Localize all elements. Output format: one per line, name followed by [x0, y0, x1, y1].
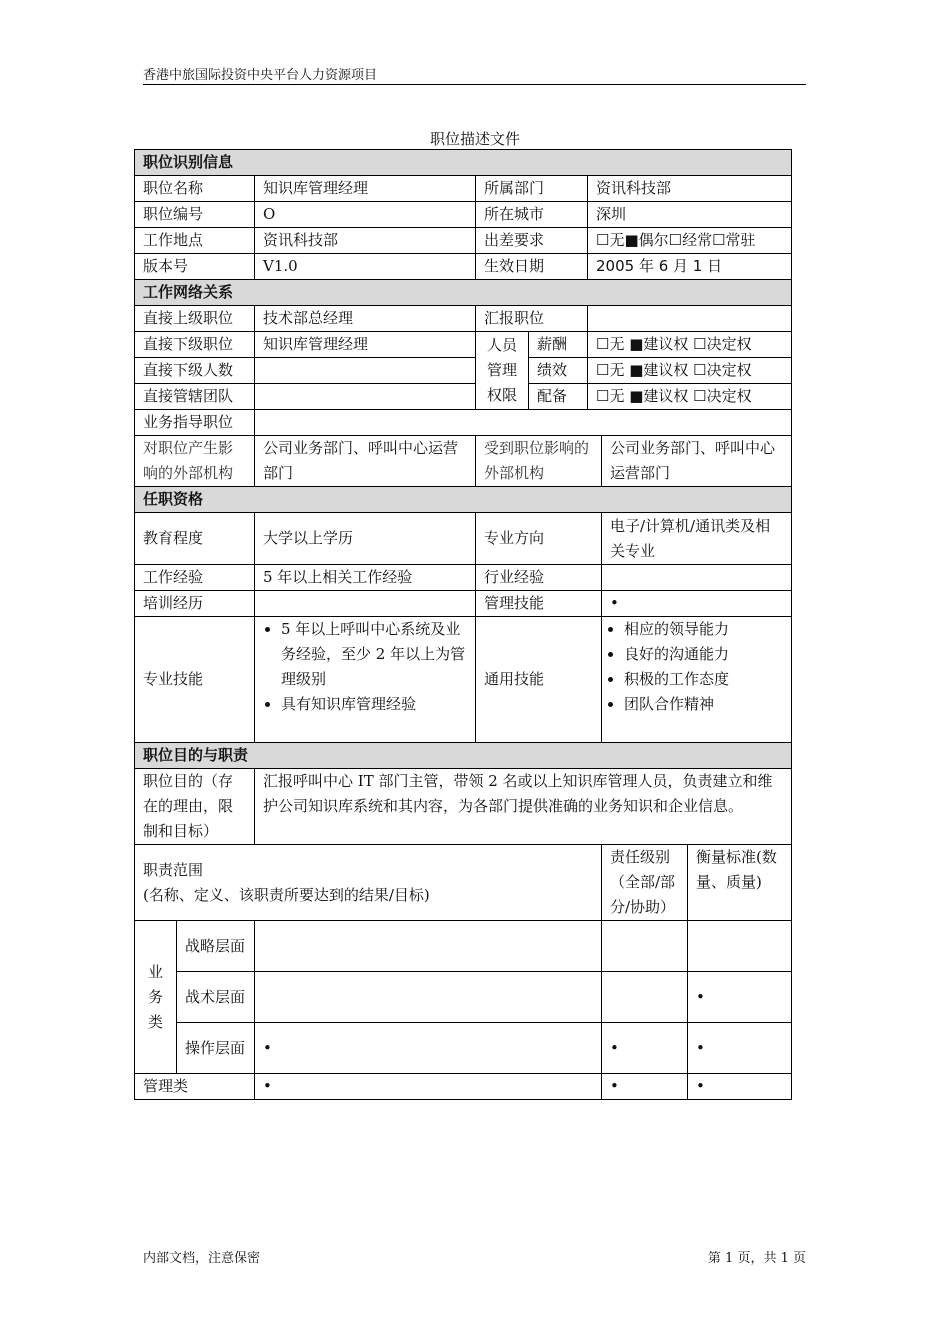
- training-label: 培训经历: [135, 591, 255, 617]
- staffing-label: 配备: [529, 384, 588, 410]
- responsibility-level-label: 责任级别（全部/部分/协助）: [602, 845, 688, 921]
- department-label: 所属部门: [476, 176, 588, 202]
- subordinate-count-label: 直接下级人数: [135, 358, 255, 384]
- position-code-value: O: [255, 202, 476, 228]
- report-value: [588, 306, 792, 332]
- industry-value: [602, 565, 792, 591]
- report-label: 汇报职位: [476, 306, 588, 332]
- major-label: 专业方向: [476, 513, 602, 565]
- affected-by-value: 公司业务部门、呼叫中心运营部门: [602, 436, 792, 487]
- hr-label-line3: 权限: [486, 386, 517, 404]
- work-site-value: 资讯科技部: [255, 228, 476, 254]
- performance-label: 绩效: [529, 358, 588, 384]
- team-value: [255, 384, 476, 410]
- travel-value: ☐无■偶尔☐经常☐常驻: [588, 228, 792, 254]
- scope-sub-label: (名称、定义、该职责所要达到的结果/目标): [143, 885, 430, 904]
- city-value: 深圳: [588, 202, 792, 228]
- operation-measure: •: [688, 1023, 792, 1074]
- section-network: 工作网络关系: [135, 280, 792, 306]
- pro-skill-label: 专业技能: [135, 617, 255, 743]
- strategy-measure: [688, 921, 792, 972]
- superior-value: 技术部总经理: [255, 306, 476, 332]
- position-code-label: 职位编号: [135, 202, 255, 228]
- mgmt-type-measure: •: [688, 1074, 792, 1100]
- general-skill-item: • 团队合作精神: [624, 692, 783, 717]
- strategy-level: [602, 921, 688, 972]
- mgmt-type-content: •: [255, 1074, 602, 1100]
- pro-skill-item: • 5 年以上呼叫中心系统及业务经验，至少 2 年以上为管理级别: [281, 617, 467, 692]
- version-label: 版本号: [135, 254, 255, 280]
- subordinate-value: 知识库管理经理: [255, 332, 476, 358]
- general-skill-label: 通用技能: [476, 617, 602, 743]
- city-label: 所在城市: [476, 202, 588, 228]
- affected-by-label: 受到职位影响的外部机构: [476, 436, 602, 487]
- scope-label: 职责范围: [143, 860, 204, 879]
- version-value: V1.0: [255, 254, 476, 280]
- general-skill-item: • 良好的沟通能力: [624, 642, 783, 667]
- subordinate-count-value: [255, 358, 476, 384]
- operation-label: 操作层面: [177, 1023, 255, 1074]
- hr-label-line1: 人员: [486, 336, 517, 354]
- tactic-measure: •: [688, 972, 792, 1023]
- subordinate-label: 直接下级职位: [135, 332, 255, 358]
- major-value: 电子/计算机/通讯类及相关专业: [602, 513, 792, 565]
- effective-date-value: 2005 年 6 月 1 日: [588, 254, 792, 280]
- mgmt-skill-value: •: [602, 591, 792, 617]
- performance-value: ☐无 ■建议权 ☐决定权: [588, 358, 792, 384]
- affect-out-label: 对职位产生影响的外部机构: [135, 436, 255, 487]
- tactic-level: [602, 972, 688, 1023]
- guide-label: 业务指导职位: [135, 410, 255, 436]
- purpose-value: 汇报呼叫中心 IT 部门主管，带领 2 名或以上知识库管理人员，负责建立和维护公司知识库系统和其内容，为各部门提供准确的业务知识和企业信息。: [255, 769, 792, 845]
- scope-header: [135, 845, 602, 921]
- page-header: [143, 64, 806, 85]
- mgmt-type-level: •: [602, 1074, 688, 1100]
- hr-label-line2: 管理: [486, 361, 517, 379]
- tactic-content: [255, 972, 602, 1023]
- section-qualification: 任职资格: [135, 487, 792, 513]
- position-name-label: 职位名称: [135, 176, 255, 202]
- effective-date-label: 生效日期: [476, 254, 588, 280]
- operation-level: •: [602, 1023, 688, 1074]
- header-company: 香港中旅国际投资中央平台人力资源项目: [143, 68, 378, 83]
- affect-out-value: 公司业务部门、呼叫中心运营部门: [255, 436, 476, 487]
- general-skill-list: [602, 617, 792, 743]
- general-skill-item: • 相应的领导能力: [624, 617, 783, 642]
- job-description-table: [134, 149, 792, 1100]
- experience-label: 工作经验: [135, 565, 255, 591]
- position-name-value: 知识库管理经理: [255, 176, 476, 202]
- strategy-label: 战略层面: [177, 921, 255, 972]
- staffing-value: ☐无 ■建议权 ☐决定权: [588, 384, 792, 410]
- pro-skill-list: [255, 617, 476, 743]
- salary-value: ☐无 ■建议权 ☐决定权: [588, 332, 792, 358]
- salary-label: 薪酬: [529, 332, 588, 358]
- section-purpose: 职位目的与职责: [135, 743, 792, 769]
- tactic-label: 战术层面: [177, 972, 255, 1023]
- hr-authority-label: [476, 332, 529, 410]
- travel-label: 出差要求: [476, 228, 588, 254]
- education-value: 大学以上学历: [255, 513, 476, 565]
- footer-page-number: 第 1 页，共 1 页: [707, 1251, 806, 1266]
- mgmt-type-label: 管理类: [135, 1074, 255, 1100]
- pro-skill-item: • 具有知识库管理经验: [281, 692, 467, 717]
- team-label: 直接管辖团队: [135, 384, 255, 410]
- guide-value: [255, 410, 792, 436]
- strategy-content: [255, 921, 602, 972]
- purpose-label: 职位目的（存在的理由，限制和目标）: [135, 769, 255, 845]
- training-value: [255, 591, 476, 617]
- education-label: 教育程度: [135, 513, 255, 565]
- experience-value: 5 年以上相关工作经验: [255, 565, 476, 591]
- measure-label: 衡量标准(数量、质量): [688, 845, 792, 921]
- business-type-label: 业务类: [135, 921, 177, 1074]
- mgmt-skill-label: 管理技能: [476, 591, 602, 617]
- department-value: 资讯科技部: [588, 176, 792, 202]
- work-site-label: 工作地点: [135, 228, 255, 254]
- industry-label: 行业经验: [476, 565, 602, 591]
- footer-confidential: 内部文档，注意保密: [143, 1251, 261, 1266]
- superior-label: 直接上级职位: [135, 306, 255, 332]
- operation-content: •: [255, 1023, 602, 1074]
- document-title: 职位描述文件: [429, 130, 520, 148]
- section-identity: 职位识别信息: [135, 150, 792, 176]
- general-skill-item: • 积极的工作态度: [624, 667, 783, 692]
